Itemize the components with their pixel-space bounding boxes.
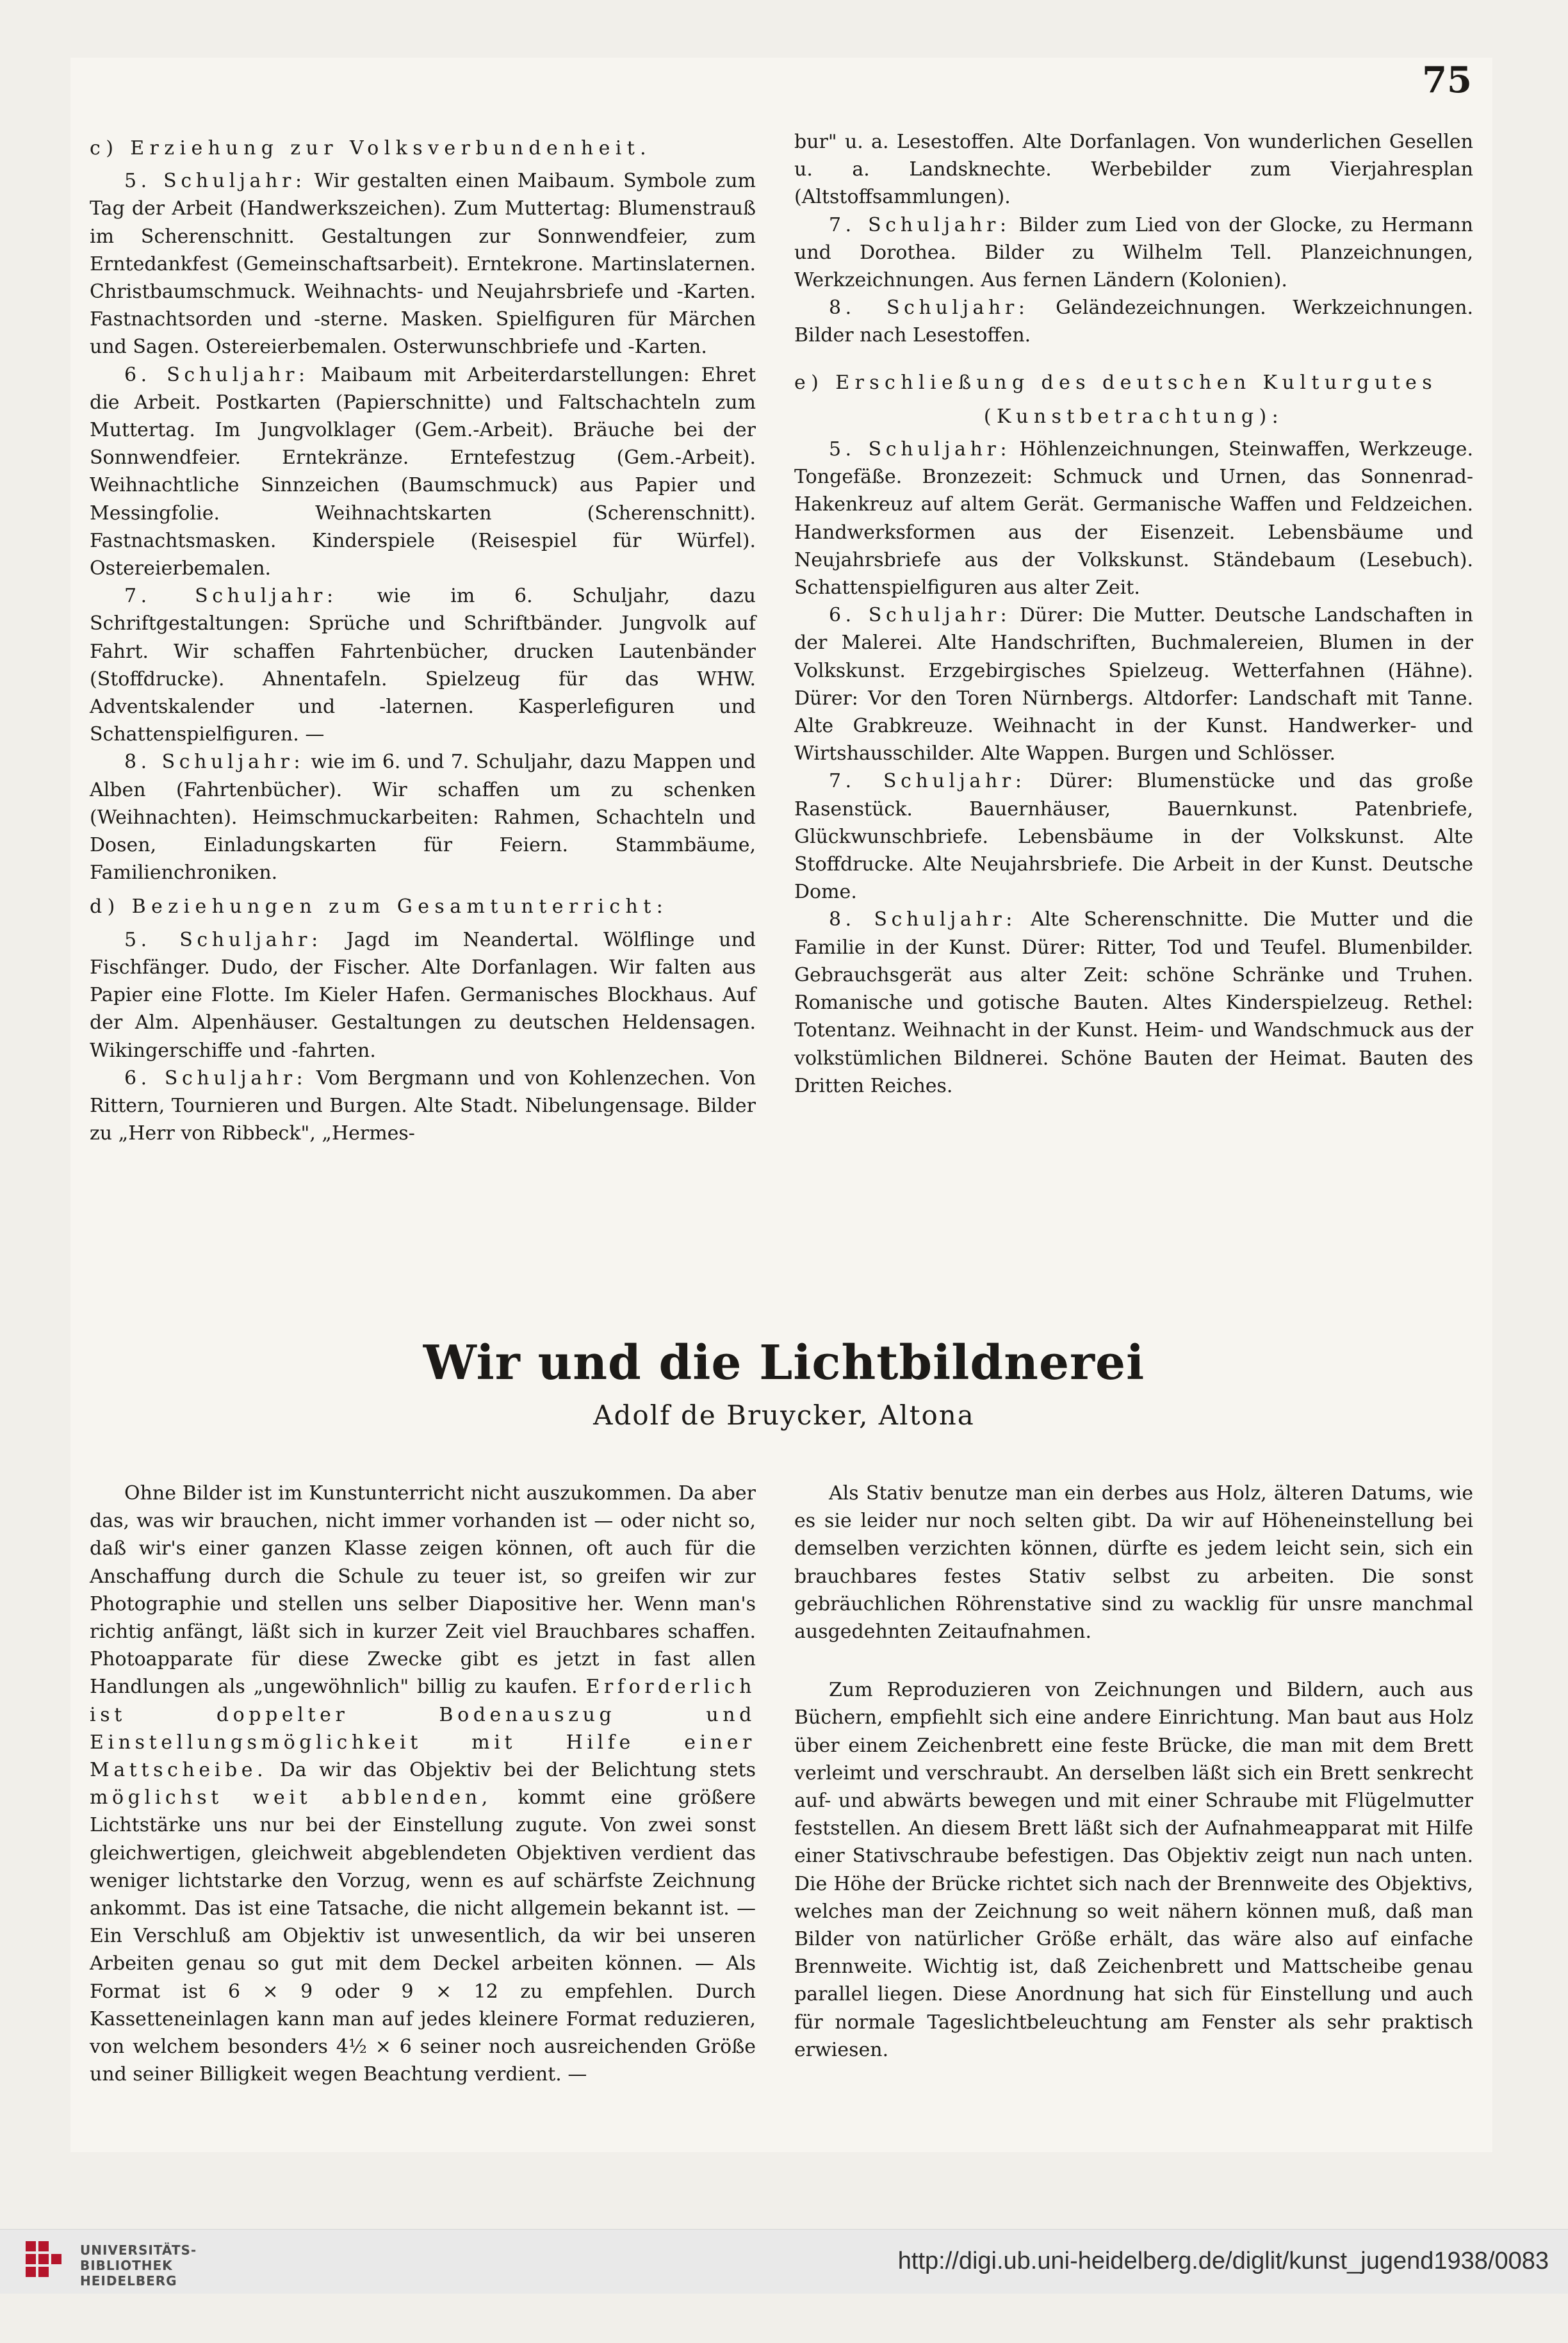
paragraph-text: Wir gestalten einen Maibaum. Symbole zum Tag der Arbeit (Handwerkszeichen). Zum Muttertag: Blumenstrauß im Scherenschnitt. Gestaltungen zur Sonnwendfeier, zum Erntedankfest (Gemeinschaftsarbeit). Erntekrone. Martinslaternen. Christbaumschmuck. Weihnachts- und Neujahrsbriefe und -Karten. Fastnachtsorden und -sterne. Masken. Spielfiguren für Märchen und Sagen. Ostereierbemalen. Osterwunschbriefe und -Karten. xyxy=(90,170,756,359)
paragraph-text: Bilder zum Lied von der Glocke, zu Hermann und Dorothea. Bilder zu Wilhelm Tell. Planzeichnungen, Werkzeichnungen. Aus fernen Ländern (Kolonien). xyxy=(794,213,1473,292)
grade-label: 5. Schuljahr: xyxy=(829,438,1011,461)
logo-square xyxy=(38,2254,49,2264)
paragraph-text: Geländezeichnungen. Werkzeichnungen. Bilder nach Lesestoffen. xyxy=(794,297,1473,347)
section-heading-c: c) Erziehung zur Volksverbundenheit. xyxy=(90,137,652,159)
paragraph-text: Vom Bergmann und von Kohlenzechen. Von Rittern, Tournieren und Burgen. Alte Stadt. Nibelungensage. Bilder zu „Herr von Ribbeck", „Hermes- xyxy=(90,1066,756,1145)
logo-square xyxy=(51,2254,61,2264)
logo-square xyxy=(26,2267,36,2277)
section-heading-e: e) Erschließung des deutschen Kulturgutes xyxy=(794,371,1437,394)
paragraph xyxy=(90,1065,756,1148)
paragraph xyxy=(794,294,1473,349)
bottom-right-column xyxy=(794,1480,1473,2064)
paragraph xyxy=(794,211,1473,295)
paragraph xyxy=(794,906,1473,1099)
paragraph-text: Dürer: Die Mutter. Deutsche Landschaften in der Malerei. Alte Handschriften, Buchmalereien, Blumen in der Volkskunst. Erzgebirgisches Spielzeug. Wetterfahnen (Hähne). Dürer: Vor den Toren Nürnbergs. Altdorfer: Landschaft mit Tanne. Alte Grabkreuze. Weihnacht in der Kunst. Handwerker- und Wirtshausschilder. Alte Wappen. Burgen und Schlösser. xyxy=(794,604,1474,765)
grade-label: 8. Schuljahr: xyxy=(124,751,305,774)
library-name-line: BIBLIOTHEK xyxy=(80,2258,173,2273)
paragraph-text: kommt eine größere Lichtstärke uns nur bei der Einstellung zugute. Von zwei sonst gleichwertigen, gleichweit abgeblendeten Objektiven verdient das weniger lichtstarke den Vorzug, wenn es auf schärfste Zeichnung ankommt. Das ist eine Tatsache, die nicht allgemein bekannt ist. — Ein Verschluß am Objektiv ist unwesentlich, da wir bei unseren Arbeiten genau so gut mit dem Deckel arbeiten können. — Als Format ist 6 × 9 oder 9 × 12 zu empfehlen. Durch Kassetteneinlagen kann man auf jedes kleinere Format reduzieren, von welchem besonders 4½ × 6 seiner noch ausreichenden Größe und seiner Billigkeit wegen Beachtung verdient. — xyxy=(90,1786,756,2086)
page-number: 75 xyxy=(1422,59,1472,101)
grade-label: 7. Schuljahr: xyxy=(829,770,1026,793)
paragraph: bur" u. a. Lesestoffen. Alte Dorfanlagen. Von wunderlichen Gesellen u. a. Landsknechte. Werbebilder zum Vierjahresplan (Altstoffsammlungen). xyxy=(794,131,1473,209)
footer-bar xyxy=(0,2229,1568,2294)
article-title: Wir und die Lichtbildnerei xyxy=(423,1335,1145,1391)
grade-label: 5. Schuljahr: xyxy=(124,170,306,193)
paragraph-text: wie im 6. und 7. Schuljahr, dazu Mappen und Alben (Fahrtenbücher). Wir schaffen um zu schenken (Weihnachten). Heimschmuckarbeiten: Rahmen, Schachteln und Dosen, Einladungskarten für Feiern. Stammbäume, Familienchroniken. xyxy=(90,751,756,885)
paragraph xyxy=(794,436,1473,601)
grade-label: 8. Schuljahr: xyxy=(829,297,1029,320)
paragraph: Zum Reproduzieren von Zeichnungen und Bildern, auch aus Büchern, empfiehlt sich eine andere Einrichtung. Man baut aus Holz über einem Zeichenbrett eine feste Brücke, die man mit dem Brett verleimt und verschraubt. An derselben läßt sich ein Brett senkrecht auf- und abwärts bewegen und mit einer Schraube mit Flügelmutter feststellen. An diesem Brett läßt sich der Aufnahmeapparat mit Hilfe einer Stativschraube befestigen. Das Objektiv zeigt nun nach unten. Die Höhe der Brücke richtet sich nach der Brennweite des Objektivs, welches man der Zeichnung so weit nähern können muß, daß man Bilder von natürlicher Größe erhält, das wäre also auf einfache Brennweite. Wichtig ist, daß Zeichenbrett und Mattscheibe genau parallel liegen. Diese Anordnung hat sich für Einstellung und auch für normale Tageslichtbeleuchtung am Fenster als sehr praktisch erwiesen. xyxy=(794,1679,1473,2061)
emphasized-text: Erforderlich ist doppelter Bodenauszug und Einstellungsmöglichkeit mit Hilfe einer Mattscheibe. xyxy=(90,1676,756,1782)
paragraph xyxy=(90,167,756,361)
grade-label: 7. Schuljahr: xyxy=(829,213,1011,236)
paragraph-text: wie im 6. Schuljahr, dazu Schriftgestaltungen: Sprüche und Schriftbänder. Jungvolk auf Fahrt. Wir schaffen Fahrtenbücher, drucken Lautenbänder (Stoffdrucke). Ahnentafeln. Spielzeug für das WHW. Adventskalender und -laternen. Kasperlefiguren und Schattenspielfiguren. — xyxy=(90,585,756,746)
logo-square xyxy=(26,2254,36,2264)
bottom-left-column xyxy=(90,1480,756,2088)
logo-square xyxy=(26,2241,36,2251)
grade-label: 6. Schuljahr: xyxy=(829,604,1011,627)
library-name-line: UNIVERSITÄTS- xyxy=(80,2242,197,2258)
logo-square xyxy=(38,2267,49,2277)
paragraph xyxy=(90,1480,756,2088)
logo-square xyxy=(38,2241,49,2251)
paragraph xyxy=(90,926,756,1065)
grade-label: 7. Schuljahr: xyxy=(124,585,338,608)
paragraph-text: Da wir das Objektiv bei der Belichtung stets xyxy=(279,1759,756,1782)
emphasized-text: möglichst weit abblenden, xyxy=(90,1786,492,1809)
grade-label: 6. Schuljahr: xyxy=(124,363,309,386)
paragraph-text: Ohne Bilder ist im Kunstunterricht nicht auszukommen. Da aber das, was wir brauchen, nicht immer vorhanden ist — oder nicht so, daß wir's einer ganzen Klasse zeigen können, oft auch für die Anschaffung durch die Schule zu teuer ist, so greifen wir zur Photographie und stellen uns selber Diapositive her. Wenn man's richtig anfängt, läßt sich in kurzer Zeit viel Brauchbares schaffen. Photoapparate für diese Zwecke gibt es jetzt in fast allen Handlungen als „ungewöhnlich" billig zu kaufen. xyxy=(90,1482,756,1699)
section-heading-d: d) Beziehungen zum Gesamtunterricht: xyxy=(90,895,669,918)
paragraph: Als Stativ benutze man ein derbes aus Holz, älteren Datums, wie es sie leider nur noch selten gibt. Da wir auf Höheneinstellung bei demselben verzichten können, dürfte es jedem leicht sein, sich ein brauchbares festes Stativ selbst zu arbeiten. Die sonst gebräuchlichen Röhrenstative sind zu wacklig für unsre manchmal ausgedehnten Zeitaufnahmen. xyxy=(794,1482,1473,1644)
top-right-column xyxy=(794,128,1473,1100)
grade-label: 5. Schuljahr: xyxy=(124,928,322,951)
library-name xyxy=(80,2242,197,2289)
grade-label: 8. Schuljahr: xyxy=(829,908,1017,931)
paragraph-text: Alte Scherenschnitte. Die Mutter und die Familie in der Kunst. Dürer: Ritter, Tod und Teufel. Blumenbilder. Gebrauchsgerät aus alter Zeit: schöne Schränke und Truhen. Romanische und gotische Bauten. Altes Kinderspielzeug. Rethel: Totentanz. Weihnacht in der Kunst. Heim- und Wandschmuck aus der volkstümlichen Bildnerei. Schöne Bauten der Heimat. Bauten des Dritten Reiches. xyxy=(794,908,1473,1097)
paragraph-text: Jagd im Neandertal. Wölflinge und Fischfänger. Dudo, der Fischer. Alte Dorfanlagen. Wir falten aus Papier eine Flotte. Im Kieler Hafen. Germanisches Blockhaus. Auf der Alm. Alpenhäuser. Gestaltungen zu deutschen Heldensagen. Wikingerschiffe und -fahrten. xyxy=(90,928,756,1062)
paragraph xyxy=(90,748,756,886)
grade-label: 6. Schuljahr: xyxy=(124,1066,307,1090)
source-url-link[interactable]: http://digi.ub.uni-heidelberg.de/diglit/kunst_jugend1938/0083 xyxy=(897,2248,1549,2274)
paragraph xyxy=(794,601,1473,767)
university-logo-icon[interactable] xyxy=(8,2235,72,2289)
paragraph xyxy=(90,582,756,748)
paragraph xyxy=(794,767,1473,906)
library-name-line: HEIDELBERG xyxy=(80,2273,177,2289)
top-left-column xyxy=(90,128,756,1147)
article-author: Adolf de Bruycker, Altona xyxy=(593,1400,975,1431)
paragraph xyxy=(90,361,756,583)
paragraph-text: Höhlenzeichnungen, Steinwaffen, Werkzeuge. Tongefäße. Bronzezeit: Schmuck und Urnen, das Sonnenrad-Hakenkreuz auf altem Gerät. Germanische Waffen und Feldzeichen. Handwerksformen aus der Eisenzeit. Lebensbäume und Neujahrsbriefe aus der Volkskunst. Ständebaum (Lesebuch). Schattenspielfiguren aus alter Zeit. xyxy=(794,438,1473,600)
paragraph-text: Maibaum mit Arbeiterdarstellungen: Ehret die Arbeit. Postkarten (Papierschnitte) und Faltschachteln zum Muttertag. Im Jungvolklager (Gem.-Arbeit). Bräuche bei der Sonnwendfeier. Erntekränze. Erntefestzug (Gem.-Arbeit). Weihnachtliche Sinnzeichen (Baumschmuck) aus Papier und Messingfolie. Weihnachtskarten (Scherenschnitt). Fastnachtsmasken. Kinderspiele (Reisespiel für Würfel). Ostereierbemalen. xyxy=(90,363,756,580)
paragraph-text: Dürer: Blumenstücke und das große Rasenstück. Bauernhäuser, Bauernkunst. Patenbriefe, Glückwunschbriefe. Lebensbäume in der Volkskunst. Alte Stoffdrucke. Alte Neujahrsbriefe. Die Arbeit in der Kunst. Deutsche Dome. xyxy=(794,770,1473,904)
section-heading-e-sub: (Kunstbetrachtung): xyxy=(983,405,1284,428)
